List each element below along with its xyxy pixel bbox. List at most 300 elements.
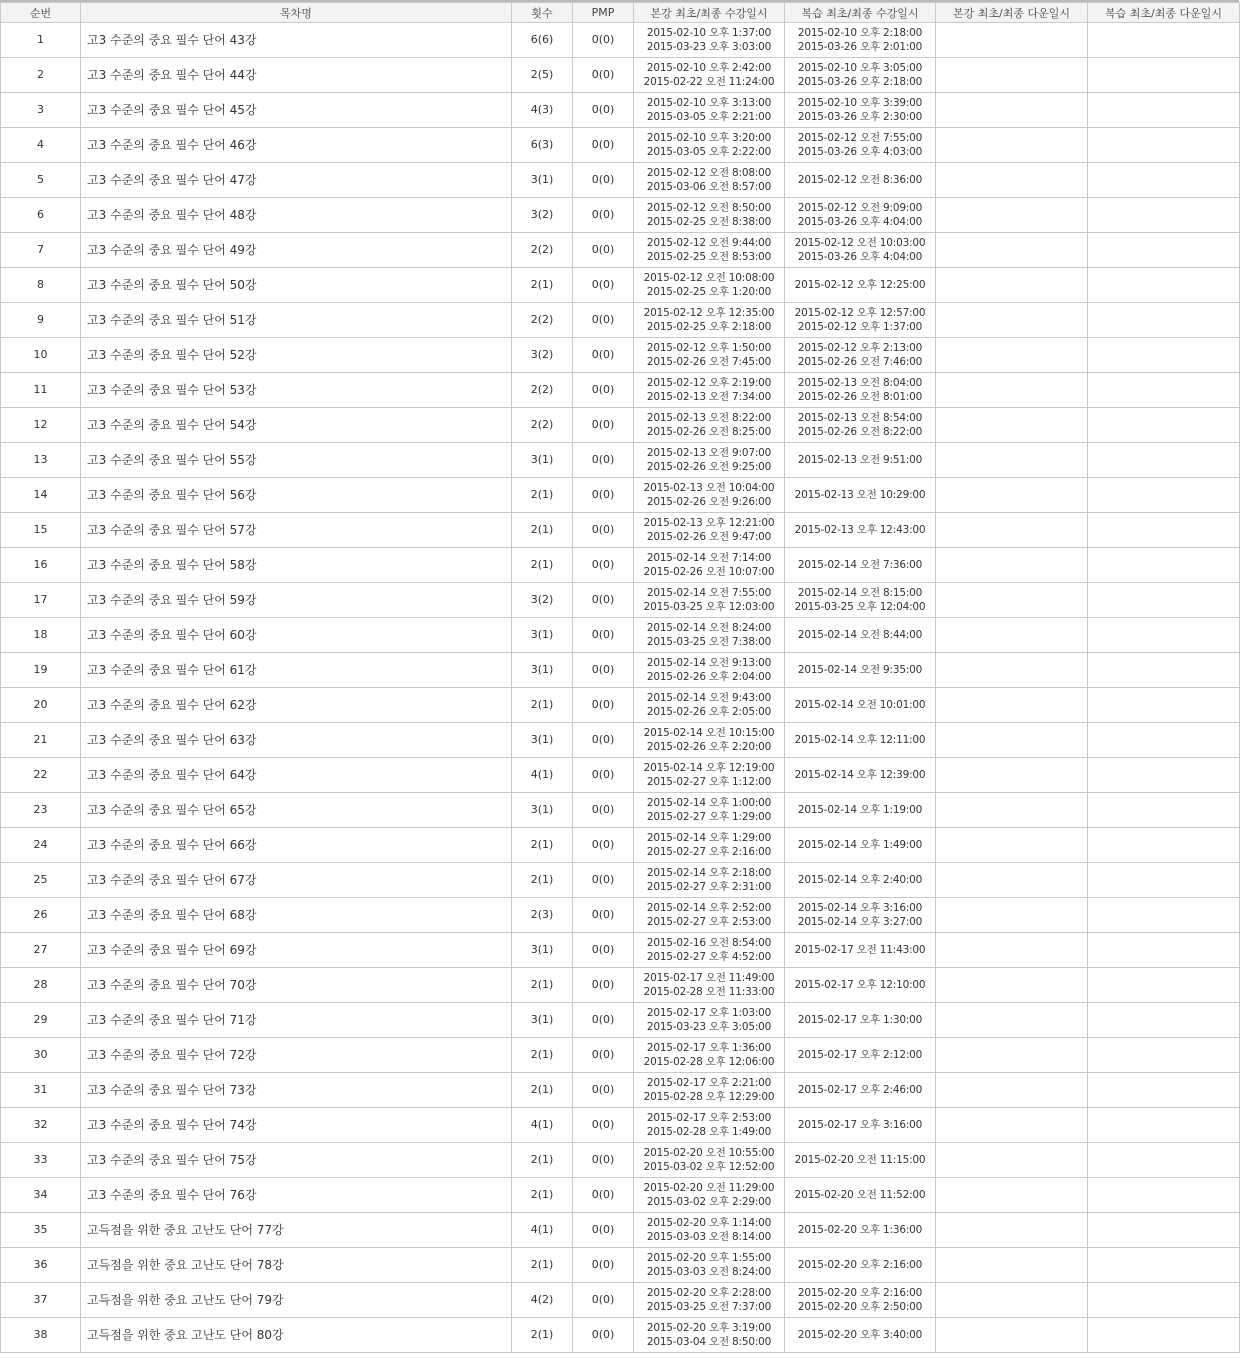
lecture-title[interactable]: 고득점을 위한 중요 고난도 단어 78강 <box>81 1248 512 1283</box>
row-number: 5 <box>1 163 81 198</box>
table-row[interactable] <box>1 198 1240 233</box>
main-download-dates <box>936 1073 1088 1108</box>
main-study-dates-line: 2015-02-17 오후 1:03:00 <box>646 1007 772 1019</box>
pmp-count: 0(0) <box>573 618 634 653</box>
pmp-count: 0(0) <box>573 128 634 163</box>
lecture-title[interactable]: 고득점을 위한 중요 고난도 단어 80강 <box>81 1318 512 1353</box>
main-study-dates-line: 2015-02-12 오전 8:50:00 <box>646 202 772 214</box>
table-row[interactable] <box>1 583 1240 618</box>
pmp-count: 0(0) <box>573 163 634 198</box>
review-study-dates-line: 2015-03-26 오후 2:18:00 <box>797 76 923 88</box>
lecture-title[interactable]: 고3 수준의 중요 필수 단어 52강 <box>81 338 512 373</box>
review-study-dates-line: 2015-03-26 오후 2:30:00 <box>797 111 923 123</box>
review-download-dates <box>1088 23 1240 58</box>
main-study-dates-line: 2015-02-26 오전 9:25:00 <box>646 461 772 473</box>
row-number: 8 <box>1 268 81 303</box>
main-study-dates-line: 2015-02-28 오후 12:29:00 <box>643 1091 775 1103</box>
review-study-dates <box>785 1178 936 1213</box>
view-count: 3(2) <box>512 198 573 233</box>
table-row[interactable] <box>1 1248 1240 1283</box>
main-download-dates <box>936 408 1088 443</box>
main-study-dates <box>634 198 785 233</box>
main-study-dates <box>634 828 785 863</box>
pmp-count: 0(0) <box>573 268 634 303</box>
review-study-dates <box>785 408 936 443</box>
header-no[interactable]: 순번 <box>1 3 81 23</box>
table-row[interactable] <box>1 93 1240 128</box>
pmp-count: 0(0) <box>573 198 634 233</box>
review-study-dates <box>785 478 936 513</box>
review-download-dates <box>1088 1213 1240 1248</box>
review-study-dates <box>785 1248 936 1283</box>
main-study-dates-line: 2015-02-17 오후 1:36:00 <box>646 1042 772 1054</box>
main-study-dates <box>634 1318 785 1353</box>
main-study-dates-line: 2015-02-20 오전 10:55:00 <box>643 1147 775 1159</box>
review-study-dates-line: 2015-02-14 오전 8:15:00 <box>797 587 923 599</box>
row-number: 23 <box>1 793 81 828</box>
review-study-dates <box>785 443 936 478</box>
review-download-dates <box>1088 968 1240 1003</box>
main-study-dates <box>634 653 785 688</box>
main-study-dates-line: 2015-02-27 오후 2:31:00 <box>646 881 772 893</box>
review-download-dates <box>1088 1178 1240 1213</box>
pmp-count: 0(0) <box>573 1003 634 1038</box>
main-study-dates <box>634 233 785 268</box>
review-study-dates-line: 2015-02-20 오후 1:36:00 <box>797 1224 923 1236</box>
main-study-dates <box>634 23 785 58</box>
lecture-title[interactable]: 고3 수준의 중요 필수 단어 74강 <box>81 1108 512 1143</box>
main-download-dates <box>936 1178 1088 1213</box>
main-download-dates <box>936 933 1088 968</box>
table-row[interactable] <box>1 1038 1240 1073</box>
view-count: 4(1) <box>512 758 573 793</box>
review-study-dates-line: 2015-02-14 오후 12:11:00 <box>794 734 926 746</box>
review-download-dates <box>1088 793 1240 828</box>
main-download-dates <box>936 128 1088 163</box>
lecture-title[interactable]: 고3 수준의 중요 필수 단어 56강 <box>81 478 512 513</box>
row-number: 3 <box>1 93 81 128</box>
review-study-dates-line: 2015-03-26 오후 4:03:00 <box>797 146 923 158</box>
pmp-count: 0(0) <box>573 688 634 723</box>
table-row[interactable] <box>1 1143 1240 1178</box>
main-study-dates-line: 2015-02-12 오전 8:08:00 <box>646 167 772 179</box>
row-number: 34 <box>1 1178 81 1213</box>
main-study-dates-line: 2015-03-23 오후 3:03:00 <box>646 41 772 53</box>
review-study-dates <box>785 373 936 408</box>
lecture-title[interactable]: 고득점을 위한 중요 고난도 단어 77강 <box>81 1213 512 1248</box>
main-study-dates-line: 2015-02-12 오후 12:35:00 <box>643 307 775 319</box>
lecture-title[interactable]: 고3 수준의 중요 필수 단어 69강 <box>81 933 512 968</box>
row-number: 29 <box>1 1003 81 1038</box>
main-study-dates-line: 2015-02-26 오후 2:04:00 <box>646 671 772 683</box>
table-row[interactable] <box>1 863 1240 898</box>
main-study-dates <box>634 1038 785 1073</box>
main-study-dates <box>634 373 785 408</box>
row-number: 1 <box>1 23 81 58</box>
lecture-title[interactable]: 고득점을 위한 중요 고난도 단어 79강 <box>81 1283 512 1318</box>
row-number: 17 <box>1 583 81 618</box>
pmp-count: 0(0) <box>573 513 634 548</box>
lecture-title[interactable]: 고3 수준의 중요 필수 단어 46강 <box>81 128 512 163</box>
table-row[interactable] <box>1 338 1240 373</box>
view-count: 4(1) <box>512 1213 573 1248</box>
main-download-dates <box>936 478 1088 513</box>
lecture-title[interactable]: 고3 수준의 중요 필수 단어 62강 <box>81 688 512 723</box>
review-study-dates-line: 2015-02-26 오전 8:01:00 <box>797 391 923 403</box>
table-row[interactable] <box>1 58 1240 93</box>
pmp-count: 0(0) <box>573 1318 634 1353</box>
table-row[interactable] <box>1 828 1240 863</box>
review-study-dates <box>785 233 936 268</box>
main-download-dates <box>936 828 1088 863</box>
review-download-dates <box>1088 198 1240 233</box>
table-row[interactable] <box>1 373 1240 408</box>
review-download-dates <box>1088 723 1240 758</box>
pmp-count: 0(0) <box>573 863 634 898</box>
table-row[interactable] <box>1 968 1240 1003</box>
pmp-count: 0(0) <box>573 1038 634 1073</box>
review-study-dates-line: 2015-02-12 오전 8:36:00 <box>797 174 923 186</box>
row-number: 35 <box>1 1213 81 1248</box>
main-study-dates-line: 2015-02-10 오후 2:42:00 <box>646 62 772 74</box>
view-count: 2(1) <box>512 688 573 723</box>
header-count[interactable]: 횟수 <box>512 3 573 23</box>
pmp-count: 0(0) <box>573 933 634 968</box>
table-row[interactable] <box>1 793 1240 828</box>
main-study-dates-line: 2015-02-12 오후 1:50:00 <box>646 342 772 354</box>
lecture-title[interactable]: 고3 수준의 중요 필수 단어 67강 <box>81 863 512 898</box>
row-number: 38 <box>1 1318 81 1353</box>
review-study-dates <box>785 58 936 93</box>
table-row[interactable] <box>1 128 1240 163</box>
main-download-dates <box>936 758 1088 793</box>
review-study-dates-line: 2015-02-14 오전 10:01:00 <box>794 699 926 711</box>
review-study-dates <box>785 793 936 828</box>
view-count: 3(1) <box>512 653 573 688</box>
main-study-dates <box>634 128 785 163</box>
review-study-dates-line: 2015-02-20 오후 3:40:00 <box>797 1329 923 1341</box>
pmp-count: 0(0) <box>573 1283 634 1318</box>
table-body <box>1 23 1240 1353</box>
main-study-dates-line: 2015-02-27 오후 2:53:00 <box>646 916 772 928</box>
main-download-dates <box>936 898 1088 933</box>
row-number: 37 <box>1 1283 81 1318</box>
review-study-dates-line: 2015-02-14 오전 7:36:00 <box>797 559 923 571</box>
header-pmp[interactable]: PMP <box>573 3 634 23</box>
review-study-dates <box>785 758 936 793</box>
lecture-title[interactable]: 고3 수준의 중요 필수 단어 66강 <box>81 828 512 863</box>
row-number: 6 <box>1 198 81 233</box>
table-header <box>1 3 1240 23</box>
main-study-dates-line: 2015-03-25 오전 7:38:00 <box>646 636 772 648</box>
lecture-title[interactable]: 고3 수준의 중요 필수 단어 43강 <box>81 23 512 58</box>
review-study-dates <box>785 198 936 233</box>
review-download-dates <box>1088 618 1240 653</box>
review-study-dates-line: 2015-02-12 오전 7:55:00 <box>797 132 923 144</box>
review-study-dates <box>785 688 936 723</box>
lecture-title[interactable]: 고3 수준의 중요 필수 단어 48강 <box>81 198 512 233</box>
main-study-dates <box>634 268 785 303</box>
header-main-study-dates[interactable]: 본강 최초/최종 수강일시 <box>634 3 785 23</box>
header-title[interactable]: 목차명 <box>81 3 512 23</box>
table-row[interactable] <box>1 758 1240 793</box>
review-study-dates <box>785 1073 936 1108</box>
main-download-dates <box>936 58 1088 93</box>
review-study-dates-line: 2015-02-14 오후 3:16:00 <box>797 902 923 914</box>
main-study-dates-line: 2015-03-02 오후 2:29:00 <box>646 1196 772 1208</box>
table-row[interactable] <box>1 933 1240 968</box>
table-row[interactable] <box>1 478 1240 513</box>
lecture-title[interactable]: 고3 수준의 중요 필수 단어 50강 <box>81 268 512 303</box>
table-row[interactable] <box>1 688 1240 723</box>
main-study-dates-line: 2015-02-25 오후 1:20:00 <box>646 286 772 298</box>
review-study-dates <box>785 898 936 933</box>
lecture-title[interactable]: 고3 수준의 중요 필수 단어 58강 <box>81 548 512 583</box>
review-study-dates <box>785 513 936 548</box>
main-study-dates <box>634 1073 785 1108</box>
review-study-dates <box>785 723 936 758</box>
lecture-title[interactable]: 고3 수준의 중요 필수 단어 51강 <box>81 303 512 338</box>
main-study-dates <box>634 898 785 933</box>
review-study-dates-line: 2015-02-26 오전 8:22:00 <box>797 426 923 438</box>
table-row[interactable] <box>1 233 1240 268</box>
pmp-count: 0(0) <box>573 653 634 688</box>
table-row[interactable] <box>1 1178 1240 1213</box>
review-study-dates-line: 2015-02-13 오전 9:51:00 <box>797 454 923 466</box>
lecture-title[interactable]: 고3 수준의 중요 필수 단어 72강 <box>81 1038 512 1073</box>
main-study-dates-line: 2015-02-27 오후 4:52:00 <box>646 951 772 963</box>
table-row[interactable] <box>1 268 1240 303</box>
lecture-title[interactable]: 고3 수준의 중요 필수 단어 45강 <box>81 93 512 128</box>
lecture-title[interactable]: 고3 수준의 중요 필수 단어 61강 <box>81 653 512 688</box>
view-count: 2(1) <box>512 1248 573 1283</box>
main-download-dates <box>936 1213 1088 1248</box>
main-study-dates <box>634 758 785 793</box>
view-count: 6(3) <box>512 128 573 163</box>
review-download-dates <box>1088 478 1240 513</box>
review-study-dates-line: 2015-03-26 오후 4:04:00 <box>797 216 923 228</box>
main-study-dates-line: 2015-02-14 오후 1:00:00 <box>646 797 772 809</box>
pmp-count: 0(0) <box>573 1178 634 1213</box>
view-count: 3(1) <box>512 933 573 968</box>
table-row[interactable] <box>1 443 1240 478</box>
lecture-title[interactable]: 고3 수준의 중요 필수 단어 68강 <box>81 898 512 933</box>
row-number: 13 <box>1 443 81 478</box>
pmp-count: 0(0) <box>573 793 634 828</box>
view-count: 2(1) <box>512 828 573 863</box>
main-download-dates <box>936 688 1088 723</box>
lecture-title[interactable]: 고3 수준의 중요 필수 단어 49강 <box>81 233 512 268</box>
main-download-dates <box>936 793 1088 828</box>
review-study-dates <box>785 128 936 163</box>
main-download-dates <box>936 233 1088 268</box>
main-download-dates <box>936 1003 1088 1038</box>
row-number: 11 <box>1 373 81 408</box>
review-study-dates-line: 2015-02-12 오후 2:13:00 <box>797 342 923 354</box>
main-study-dates <box>634 793 785 828</box>
review-download-dates <box>1088 1283 1240 1318</box>
main-study-dates-line: 2015-02-27 오후 1:29:00 <box>646 811 772 823</box>
review-download-dates <box>1088 128 1240 163</box>
table-row[interactable] <box>1 1283 1240 1318</box>
table-row[interactable] <box>1 548 1240 583</box>
view-count: 2(1) <box>512 1178 573 1213</box>
lecture-title[interactable]: 고3 수준의 중요 필수 단어 73강 <box>81 1073 512 1108</box>
review-study-dates <box>785 863 936 898</box>
main-study-dates <box>634 583 785 618</box>
lecture-title[interactable]: 고3 수준의 중요 필수 단어 59강 <box>81 583 512 618</box>
pmp-count: 0(0) <box>573 233 634 268</box>
table-row[interactable] <box>1 1318 1240 1353</box>
review-study-dates-line: 2015-02-13 오전 8:04:00 <box>797 377 923 389</box>
review-download-dates <box>1088 1108 1240 1143</box>
header-review-study-dates[interactable]: 복습 최초/최종 수강일시 <box>785 3 936 23</box>
table-row[interactable] <box>1 1073 1240 1108</box>
main-study-dates <box>634 513 785 548</box>
main-download-dates <box>936 968 1088 1003</box>
view-count: 3(2) <box>512 338 573 373</box>
main-study-dates <box>634 933 785 968</box>
main-study-dates-line: 2015-02-22 오전 11:24:00 <box>643 76 775 88</box>
review-study-dates-line: 2015-02-14 오전 8:44:00 <box>797 629 923 641</box>
table-row[interactable] <box>1 1108 1240 1143</box>
pmp-count: 0(0) <box>573 1108 634 1143</box>
view-count: 2(1) <box>512 968 573 1003</box>
lecture-title[interactable]: 고3 수준의 중요 필수 단어 75강 <box>81 1143 512 1178</box>
lecture-title[interactable]: 고3 수준의 중요 필수 단어 63강 <box>81 723 512 758</box>
table-row[interactable] <box>1 303 1240 338</box>
table-row[interactable] <box>1 723 1240 758</box>
row-number: 19 <box>1 653 81 688</box>
table-row[interactable] <box>1 1003 1240 1038</box>
table-row[interactable] <box>1 163 1240 198</box>
row-number: 30 <box>1 1038 81 1073</box>
view-count: 4(1) <box>512 1108 573 1143</box>
pmp-count: 0(0) <box>573 478 634 513</box>
pmp-count: 0(0) <box>573 828 634 863</box>
main-study-dates-line: 2015-02-26 오전 9:26:00 <box>646 496 772 508</box>
main-study-dates <box>634 1248 785 1283</box>
pmp-count: 0(0) <box>573 58 634 93</box>
main-study-dates-line: 2015-02-14 오후 1:29:00 <box>646 832 772 844</box>
main-study-dates-line: 2015-02-13 오전 9:07:00 <box>646 447 772 459</box>
review-download-dates <box>1088 1073 1240 1108</box>
row-number: 25 <box>1 863 81 898</box>
main-study-dates-line: 2015-03-06 오전 8:57:00 <box>646 181 772 193</box>
lecture-title[interactable]: 고3 수준의 중요 필수 단어 70강 <box>81 968 512 1003</box>
main-study-dates <box>634 1108 785 1143</box>
review-study-dates-line: 2015-02-20 오전 11:15:00 <box>794 1154 926 1166</box>
pmp-count: 0(0) <box>573 373 634 408</box>
lecture-title[interactable]: 고3 수준의 중요 필수 단어 76강 <box>81 1178 512 1213</box>
pmp-count: 0(0) <box>573 23 634 58</box>
main-study-dates-line: 2015-02-25 오전 8:53:00 <box>646 251 772 263</box>
main-study-dates-line: 2015-02-10 오후 3:13:00 <box>646 97 772 109</box>
lecture-title[interactable]: 고3 수준의 중요 필수 단어 57강 <box>81 513 512 548</box>
review-study-dates-line: 2015-02-14 오후 1:49:00 <box>797 839 923 851</box>
table-row[interactable] <box>1 513 1240 548</box>
lecture-history-table <box>0 2 1240 1353</box>
review-study-dates-line: 2015-02-14 오전 9:35:00 <box>797 664 923 676</box>
pmp-count: 0(0) <box>573 338 634 373</box>
main-study-dates-line: 2015-03-05 오후 2:22:00 <box>646 146 772 158</box>
main-study-dates <box>634 163 785 198</box>
main-study-dates-line: 2015-02-20 오전 11:29:00 <box>643 1182 775 1194</box>
review-study-dates-line: 2015-03-26 오후 2:01:00 <box>797 41 923 53</box>
pmp-count: 0(0) <box>573 898 634 933</box>
table-row[interactable] <box>1 408 1240 443</box>
review-study-dates <box>785 1213 936 1248</box>
main-study-dates-line: 2015-03-04 오전 8:50:00 <box>646 1336 772 1348</box>
main-study-dates-line: 2015-02-12 오전 9:44:00 <box>646 237 772 249</box>
row-number: 27 <box>1 933 81 968</box>
table-row[interactable] <box>1 653 1240 688</box>
review-download-dates <box>1088 373 1240 408</box>
lecture-title[interactable]: 고3 수준의 중요 필수 단어 71강 <box>81 1003 512 1038</box>
lecture-title[interactable]: 고3 수준의 중요 필수 단어 65강 <box>81 793 512 828</box>
table-row[interactable] <box>1 898 1240 933</box>
main-download-dates <box>936 23 1088 58</box>
review-study-dates-line: 2015-02-10 오후 3:05:00 <box>797 62 923 74</box>
lecture-title[interactable]: 고3 수준의 중요 필수 단어 47강 <box>81 163 512 198</box>
row-number: 4 <box>1 128 81 163</box>
lecture-title[interactable]: 고3 수준의 중요 필수 단어 60강 <box>81 618 512 653</box>
view-count: 2(1) <box>512 863 573 898</box>
main-download-dates <box>936 1038 1088 1073</box>
main-download-dates <box>936 198 1088 233</box>
main-study-dates-line: 2015-02-26 오전 10:07:00 <box>643 566 775 578</box>
main-study-dates-line: 2015-02-20 오후 1:14:00 <box>646 1217 772 1229</box>
main-download-dates <box>936 618 1088 653</box>
review-study-dates <box>785 1143 936 1178</box>
main-study-dates-line: 2015-03-03 오전 8:14:00 <box>646 1231 772 1243</box>
review-study-dates <box>785 828 936 863</box>
review-download-dates <box>1088 443 1240 478</box>
view-count: 3(2) <box>512 583 573 618</box>
main-download-dates <box>936 548 1088 583</box>
pmp-count: 0(0) <box>573 443 634 478</box>
header-review-download-dates[interactable]: 복습 최초/최종 다운일시 <box>1088 3 1240 23</box>
main-study-dates <box>634 1143 785 1178</box>
table-row[interactable] <box>1 618 1240 653</box>
view-count: 3(1) <box>512 163 573 198</box>
row-number: 26 <box>1 898 81 933</box>
lecture-title[interactable]: 고3 수준의 중요 필수 단어 55강 <box>81 443 512 478</box>
review-download-dates <box>1088 303 1240 338</box>
review-download-dates <box>1088 898 1240 933</box>
row-number: 32 <box>1 1108 81 1143</box>
view-count: 2(2) <box>512 373 573 408</box>
view-count: 3(1) <box>512 1003 573 1038</box>
main-study-dates-line: 2015-03-25 오전 7:37:00 <box>646 1301 772 1313</box>
lecture-title[interactable]: 고3 수준의 중요 필수 단어 64강 <box>81 758 512 793</box>
header-main-download-dates[interactable]: 본강 최초/최종 다운일시 <box>936 3 1088 23</box>
main-study-dates-line: 2015-02-28 오후 1:49:00 <box>646 1126 772 1138</box>
lecture-title[interactable]: 고3 수준의 중요 필수 단어 53강 <box>81 373 512 408</box>
main-study-dates-line: 2015-02-14 오전 9:13:00 <box>646 657 772 669</box>
table-row[interactable] <box>1 1213 1240 1248</box>
review-study-dates-line: 2015-02-12 오후 12:57:00 <box>794 307 926 319</box>
lecture-title[interactable]: 고3 수준의 중요 필수 단어 44강 <box>81 58 512 93</box>
review-study-dates <box>785 268 936 303</box>
lecture-title[interactable]: 고3 수준의 중요 필수 단어 54강 <box>81 408 512 443</box>
review-download-dates <box>1088 58 1240 93</box>
table-row[interactable] <box>1 23 1240 58</box>
main-study-dates-line: 2015-03-05 오후 2:21:00 <box>646 111 772 123</box>
review-download-dates <box>1088 338 1240 373</box>
main-download-dates <box>936 268 1088 303</box>
review-study-dates <box>785 1003 936 1038</box>
